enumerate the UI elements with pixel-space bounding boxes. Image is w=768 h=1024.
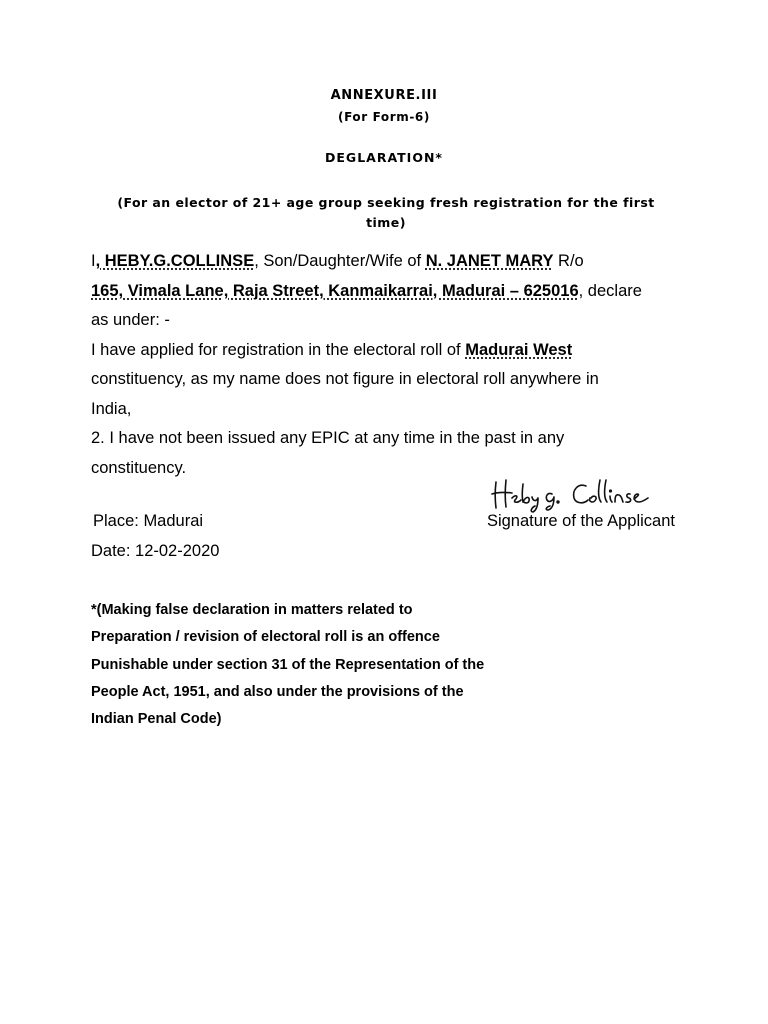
point-1-line-2: constituency, as my name does not figure in electoral roll anywhere in	[91, 370, 599, 388]
subtitle-line-2: time)	[366, 215, 406, 230]
declaration-title: DEGLARATION*	[325, 150, 443, 165]
point-2-line-1: 2. I have not been issued any EPIC at any time in the past in any	[91, 429, 565, 447]
date-field: Date: 12-02-2020	[91, 542, 220, 560]
intro-prefix: I	[91, 252, 96, 270]
declaration-line-1	[91, 247, 691, 277]
footnote-line-2: Preparation / revision of electoral roll is an offence	[91, 629, 440, 646]
parent-name: N. JANET MARY	[425, 252, 554, 270]
annexure-heading: ANNEXURE.III	[330, 88, 438, 103]
declaration-body	[91, 247, 691, 483]
applicant-signature	[490, 474, 670, 514]
relation-text: , Son/Daughter/Wife of	[254, 252, 426, 270]
declaration-line-2	[91, 277, 691, 307]
point-2-line-2: constituency.	[91, 458, 187, 477]
point-1-line-3: India,	[91, 399, 132, 418]
place-field: Place: Madurai	[93, 512, 204, 530]
declare-text: , declare	[578, 281, 642, 300]
false-declaration-note	[91, 597, 611, 733]
declaration-subtitle	[88, 193, 684, 233]
footnote-line-1: *(Making false declaration in matters related to	[91, 602, 413, 618]
footnote-line-3: Punishable under section 31 of the Representation of the	[91, 656, 485, 673]
applicant-name: , HEBY.G.COLLINSE	[95, 252, 255, 270]
point-1-line-1	[91, 336, 691, 366]
as-under-text: as under: -	[91, 311, 170, 329]
applicant-address: 165, Vimala Lane, Raja Street, Kanmaikarrai, Madurai – 625016	[91, 281, 579, 300]
residence-text: R/o	[553, 252, 584, 270]
subtitle-line-1: (For an elector of 21+ age group seeking fresh registration for the first	[117, 195, 655, 210]
point-1-prefix: I have applied for registration in the electoral roll of	[91, 340, 466, 359]
footnote-line-4: People Act, 1951, and also under the provisions of the	[91, 683, 464, 700]
form-reference: (For Form-6)	[338, 110, 430, 124]
constituency-name: Madurai West	[465, 340, 573, 359]
footnote-line-5: Indian Penal Code)	[91, 711, 222, 728]
signature-label: Signature of the Applicant	[486, 512, 675, 530]
